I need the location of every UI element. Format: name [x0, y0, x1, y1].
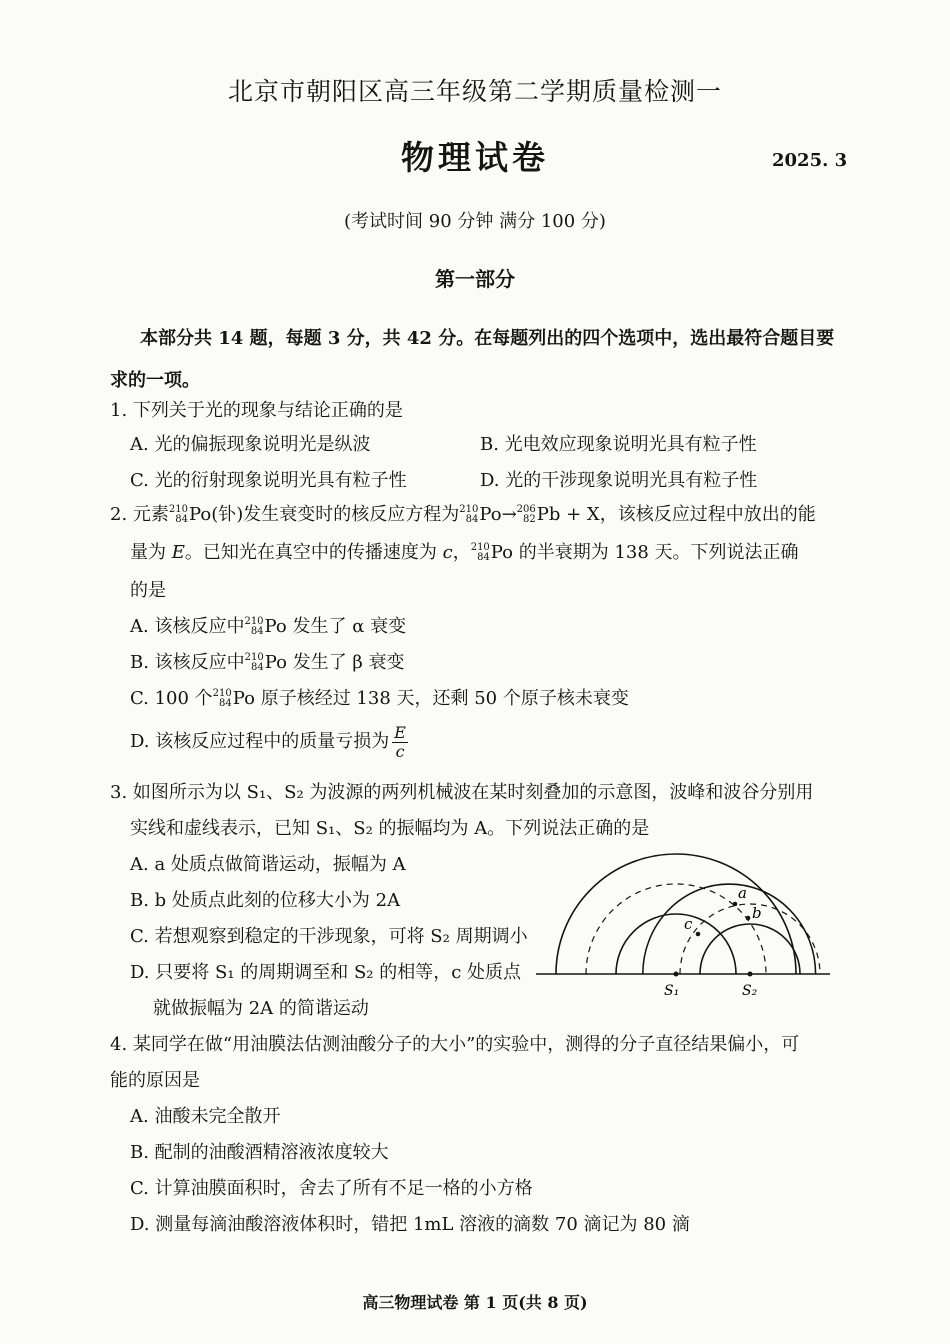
s2-crest-inner [700, 924, 800, 974]
q3-option-d-line2: 就做振幅为 2A 的简谐运动 [153, 998, 369, 1019]
q4-option-b: B. 配制的油酸酒精溶液浓度较大 [130, 1142, 389, 1163]
po-symbol: Po [490, 542, 514, 563]
q2-text: 量为 [130, 542, 172, 563]
q2-text: 的半衰期为 138 天。下列说法正确 [513, 542, 799, 563]
s1-source-dot [674, 972, 679, 977]
paper-title: 物理试卷 [401, 138, 549, 177]
q1-option-d: D. 光的干涉现象说明光具有粒子性 [480, 470, 758, 491]
pb-symbol: Pb [536, 504, 561, 525]
q4-option-d: D. 测量每滴油酸溶液体积时，错把 1mL 溶液的滴数 70 滴记为 80 滴 [130, 1214, 690, 1235]
pb-nuclide-index: 206 82 [516, 504, 536, 525]
q1-option-a: A. 光的偏振现象说明光是纵波 [130, 434, 371, 455]
q1-stem: 1. 下列关于光的现象与结论正确的是 [110, 400, 403, 421]
q2-option-d: D. 该核反应过程中的质量亏损为 $\frac{E}{c}$ [130, 723, 406, 761]
label-s1: S₁ [664, 983, 680, 999]
label-a: a [738, 884, 747, 902]
po-symbol: Po [189, 504, 212, 525]
q2-option-c: C. 100 个 210 84 Po 原子核经过 138 天，还剩 50 个原子核未衰变 [130, 688, 629, 709]
q4-option-a: A. 油酸未完全散开 [130, 1106, 281, 1127]
mass-defect-fraction: $\frac{E}{c}$ [394, 723, 406, 761]
exam-region-title: 北京市朝阳区高三年级第二学期质量检测一 [227, 77, 722, 106]
q2-num: 2. 元素 [110, 504, 169, 525]
q2-stem-line3: 的是 [130, 580, 166, 601]
point-a-dot [733, 902, 738, 907]
q4-option-c: C. 计算油膜面积时，舍去了所有不足一格的小方格 [130, 1178, 533, 1199]
q2-text: (钋)发生衰变时的核反应方程为 [211, 504, 460, 525]
q3-stem-line1: 3. 如图所示为以 S₁、S₂ 为波源的两列机械波在某时刻叠加的示意图，波峰和波谷分别用 [110, 782, 814, 803]
label-c: c [684, 915, 693, 933]
q3-option-b: B. b 处质点此刻的位移大小为 2A [130, 890, 401, 911]
q3-option-a: A. a 处质点做简谐运动，振幅为 A [130, 854, 406, 875]
label-b: b [752, 904, 762, 922]
q2-option-a: A. 该核反应中 210 84 Po 发生了 α 衰变 [130, 616, 407, 637]
q2-text: + X，该核反应过程中放出的能 [560, 504, 816, 525]
po-nuclide-index: 210 84 [470, 542, 490, 563]
q4-stem-line1: 4. 某同学在做“用油膜法估测油酸分子的大小”的实验中，测得的分子直径结果偏小，可 [110, 1034, 800, 1055]
s1-crest-inner [616, 914, 736, 974]
q2-stem-line2 [130, 538, 799, 564]
q1-option-b: B. 光电效应现象说明光具有粒子性 [480, 434, 757, 455]
energy-symbol: E [171, 542, 185, 563]
point-b-dot [746, 916, 751, 921]
q3-option-d-line1: D. 只要将 S₁ 的周期调至和 S₂ 的相等，c 处质点 [130, 962, 522, 983]
exam-date: 2025. 3 [772, 150, 848, 171]
q2-stem-line1 [110, 500, 816, 526]
q2-option-b: B. 该核反应中 210 84 Po 发生了 β 衰变 [130, 652, 405, 673]
part-title: 第一部分 [435, 267, 515, 291]
q4-stem-line2: 能的原因是 [110, 1070, 200, 1091]
q3-stem-line2: 实线和虚线表示，已知 S₁、S₂ 的振幅均为 A。下列说法正确的是 [130, 818, 650, 839]
point-c-dot [696, 932, 701, 937]
label-s2: S₂ [742, 983, 758, 999]
light-speed-symbol: c [442, 542, 453, 563]
reaction-arrow: → [501, 504, 517, 525]
po-nuclide-index: 210 84 [168, 504, 188, 525]
po-nuclide-index: 210 84 [459, 504, 479, 525]
q1-option-c: C. 光的衍射现象说明光具有粒子性 [130, 470, 407, 491]
wave-interference-diagram [530, 852, 840, 1002]
po-symbol: Po [479, 504, 502, 525]
q2-text: 。已知光在真空中的传播速度为 [184, 542, 443, 563]
q3-option-c: C. 若想观察到稳定的干涉现象，可将 S₂ 周期调小 [130, 926, 528, 947]
page-footer: 高三物理试卷 第 1 页(共 8 页) [362, 1293, 588, 1312]
exam-info: (考试时间 90 分钟 满分 100 分) [344, 211, 606, 232]
q2-text: ， [452, 542, 471, 563]
s2-source-dot [748, 972, 753, 977]
part-instructions: 本部分共 14 题，每题 3 分，共 42 分。在每题列出的四个选项中，选出最符合题目要求的一项。 [110, 328, 835, 391]
